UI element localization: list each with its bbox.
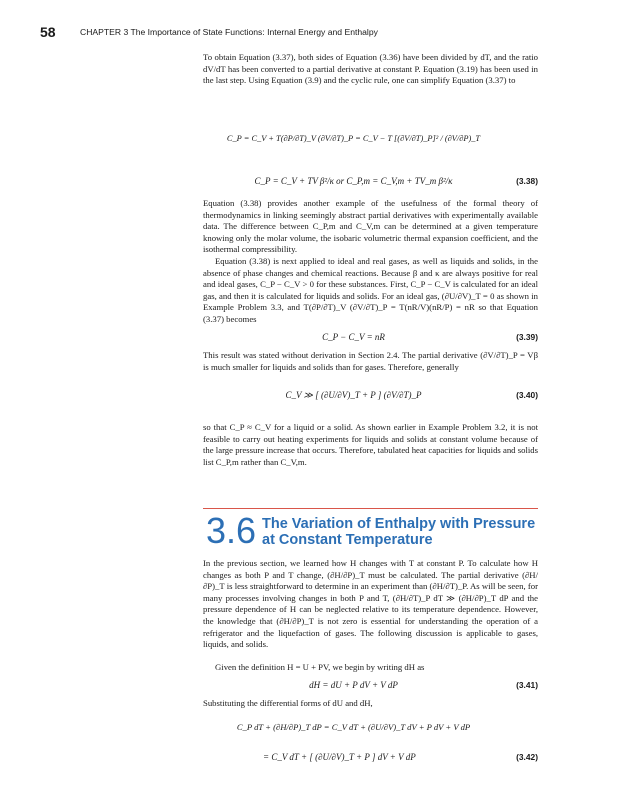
running-head: CHAPTER 3 The Importance of State Functions: Internal Energy and Enthalpy: [80, 27, 378, 37]
paragraph-usefulness: Equation (3.38) provides another example of the usefulness of the formal theory of thermodynamics in linking seemingly abstract partial derivatives with experimentally available data. The difference between C_P,m and C_V,m can be determined at a given temperature knowing only the molar volume, the isobaric volumetric thermal expansion coefficient, and the isothermal compressibility.: [203, 198, 538, 255]
equation-3-39-text: C_P − C_V = nR: [322, 332, 385, 342]
equation-3-41-label: (3.41): [516, 680, 538, 690]
paragraph-substitution: Substituting the differential forms of dU and dH,: [203, 698, 373, 708]
paragraph-derivation: This result was stated without derivation in Section 2.4. The partial derivative (∂V/∂T)_P = Vβ is much smaller for liquids and solids than for gases. Therefore, generally: [203, 350, 538, 372]
equation-3-41: [203, 680, 538, 694]
section-divider: [203, 508, 538, 509]
equation-3-42b-text: = C_V dT + [ (∂U/∂V)_T + P ] dV + V dP: [263, 752, 416, 762]
equation-3-40-text: C_V ≫ [ (∂U/∂V)_T + P ] (∂V/∂T)_P: [285, 390, 422, 400]
paragraph-gases-liquids: Equation (3.38) is next applied to ideal and real gases, as well as liquids and solids, in the absence of phase changes and chemical reactions. Because β and κ are always positive for real and ideal gases, C_P − C_V > 0 for these substances. First, C_P − C_V is calculated for an ideal gas, and then it is calculated for liquids and solids. For an ideal gas, (∂U/∂V)_T = 0 as shown in Example Problem 3.3, and T(∂P/∂T)_V (∂V/∂T)_P = T(nR/V)(nR/P) = nR so that Equation (3.37) becomes: [203, 256, 538, 324]
equation-3-39: [203, 332, 538, 346]
equation-3-40-label: (3.40): [516, 390, 538, 400]
section-number: 3.6: [206, 510, 257, 551]
equation-3-42a-text: C_P dT + (∂H/∂P)_T dP = C_V dT + (∂U/∂V)_T dV + P dV + V dP: [236, 722, 471, 732]
page-number: 58: [40, 24, 56, 40]
equation-3-42-label: (3.42): [516, 752, 538, 762]
paragraph-definition: Given the definition H = U + PV, we begin by writing dH as: [215, 662, 425, 672]
equation-3-38-label: (3.38): [516, 176, 538, 186]
equation-3-39-label: (3.39): [516, 332, 538, 342]
equation-3-41-text: dH = dU + P dV + V dP: [309, 680, 398, 690]
paragraph-liquids-solids: so that C_P ≈ C_V for a liquid or a solid. As shown earlier in Example Problem 3.2, it is not feasible to carry out heating experiments for liquids and solids at constant volume because of the large pressure increase that occurs. Therefore, tabulated heat capacities for liquids and solids list C_P,m rather than C_V,m.: [203, 422, 538, 467]
equation-3-42-line-1: [203, 722, 538, 736]
equation-3-38: [203, 176, 538, 190]
equation-3-42-line-2: [203, 752, 538, 766]
equation-cyclic-rule: C_P = C_V + T(∂P/∂T)_V (∂V/∂T)_P = C_V − T [(∂V/∂T)_P]² / (∂V/∂P)_T: [226, 134, 481, 143]
equation-3-40: [203, 390, 538, 404]
page-header: [40, 26, 600, 42]
paragraph-intro: To obtain Equation (3.37), both sides of Equation (3.36) have been divided by dT, and the ratio dV/dT has been converted to a partial derivative at constant P. Equation (3.19) has been used in the last step. Using Equation (3.9) and the cyclic rule, one can simplify Equation (3.37) to: [203, 52, 538, 86]
section-title: The Variation of Enthalpy with Pressure at Constant Temperature: [262, 516, 536, 548]
equation-3-38-text: C_P = C_V + TV β²/κ or C_P,m = C_V,m + TV_m β²/κ: [254, 176, 453, 186]
paragraph-section-intro: In the previous section, we learned how H changes with T at constant P. To calculate how H changes as both P and T change, (∂H/∂P)_T must be calculated. The partial derivative (∂H/∂P)_T is less straightforward to determine in an experiment than (∂H/∂T)_P. As will be seen, for many processes involving changes in both P and T, (∂H/∂T)_P dT ≫ (∂H/∂P)_T dP and the pressure dependence of H can be neglected relative to its temperature dependence. However, the knowledge that (∂H/∂P)_T is not zero is essential for understanding the operation of a refrigerator and the liquefaction of gases. The following discussion is applicable to gases, liquids, and solids.: [203, 558, 538, 650]
